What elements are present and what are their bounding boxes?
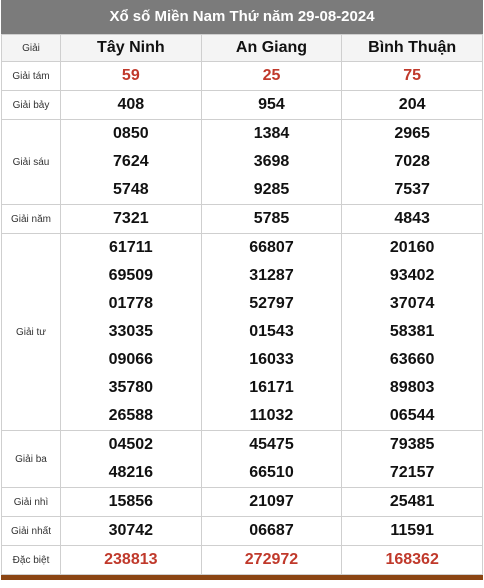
prize-cell xyxy=(342,488,483,517)
prize-number: 75 xyxy=(403,67,422,84)
prize-number: 66807 xyxy=(249,239,294,256)
prize-number: 25481 xyxy=(389,493,435,510)
prize-cell xyxy=(61,62,202,91)
prize-label: Giải sáu xyxy=(2,120,61,205)
prize-number: 7624 xyxy=(113,153,149,170)
prize-number: 0850 xyxy=(113,125,149,142)
prize-cell xyxy=(201,488,342,517)
prize-cell xyxy=(61,234,202,431)
province-2: An Giang xyxy=(201,35,342,62)
prize-label: Giải bảy xyxy=(2,91,61,120)
prize-number: 15856 xyxy=(108,493,154,510)
prize-number: 168362 xyxy=(385,551,439,568)
prize-number: 93402 xyxy=(389,267,435,284)
prize-number: 204 xyxy=(398,96,426,113)
prize-number: 35780 xyxy=(108,379,154,396)
results-panel xyxy=(1,0,483,580)
prize-number: 7028 xyxy=(394,153,430,170)
prize-number: 01778 xyxy=(108,295,154,312)
prize-number: 20160 xyxy=(389,239,435,256)
prize-number: 06544 xyxy=(389,407,435,424)
prize-number: 16033 xyxy=(249,351,294,368)
prize-row xyxy=(2,488,483,517)
prize-number: 52797 xyxy=(249,295,294,312)
prize-cell xyxy=(61,431,202,488)
prize-number: 5785 xyxy=(253,210,290,227)
bottom-bar xyxy=(1,575,483,580)
prize-number: 01543 xyxy=(249,323,294,340)
results-table xyxy=(1,34,483,575)
prize-cell xyxy=(342,546,483,575)
province-3: Bình Thuận xyxy=(342,35,483,62)
prize-cell xyxy=(342,205,483,234)
province-1: Tây Ninh xyxy=(61,35,202,62)
prize-cell xyxy=(342,517,483,546)
header-label: Giải xyxy=(2,35,61,62)
prize-label: Đặc biệt xyxy=(2,546,61,575)
results-body xyxy=(2,35,483,575)
prize-cell xyxy=(201,120,342,205)
prize-number: 408 xyxy=(117,96,145,113)
prize-number: 272972 xyxy=(244,551,299,568)
prize-number: 25 xyxy=(262,67,281,84)
prize-row xyxy=(2,431,483,488)
prize-row xyxy=(2,62,483,91)
prize-cell xyxy=(201,546,342,575)
prize-cell xyxy=(61,517,202,546)
prize-number: 238813 xyxy=(104,551,158,568)
prize-number: 2965 xyxy=(394,125,430,142)
prize-number: 3698 xyxy=(253,153,290,170)
header-row xyxy=(2,35,483,62)
prize-number: 48216 xyxy=(108,464,154,481)
prize-number: 45475 xyxy=(249,436,294,453)
prize-number: 7537 xyxy=(394,181,430,198)
prize-cell xyxy=(342,91,483,120)
prize-number: 37074 xyxy=(389,295,435,312)
prize-cell xyxy=(201,62,342,91)
prize-number: 06687 xyxy=(249,522,294,539)
prize-number: 954 xyxy=(258,96,285,113)
prize-number: 61711 xyxy=(109,239,153,256)
prize-number: 59 xyxy=(121,67,140,84)
prize-number: 63660 xyxy=(389,351,435,368)
prize-cell xyxy=(201,234,342,431)
prize-number: 66510 xyxy=(249,464,294,481)
prize-number: 21097 xyxy=(249,493,294,510)
prize-cell xyxy=(342,62,483,91)
prize-cell xyxy=(201,91,342,120)
prize-cell xyxy=(201,431,342,488)
prize-cell xyxy=(61,488,202,517)
prize-label: Giải ba xyxy=(2,431,61,488)
prize-number: 16171 xyxy=(249,379,294,396)
prize-number: 9285 xyxy=(253,181,290,198)
prize-label: Giải tám xyxy=(2,62,61,91)
prize-row xyxy=(2,120,483,205)
prize-number: 30742 xyxy=(108,522,154,539)
prize-label: Giải tư xyxy=(2,234,61,431)
prize-number: 69509 xyxy=(108,267,154,284)
prize-cell xyxy=(61,205,202,234)
prize-number: 4843 xyxy=(394,210,430,227)
prize-cell xyxy=(201,205,342,234)
prize-cell xyxy=(61,546,202,575)
prize-label: Giải nhất xyxy=(2,517,61,546)
prize-number: 11032 xyxy=(249,407,294,424)
prize-number: 58381 xyxy=(389,323,435,340)
prize-number: 04502 xyxy=(108,436,154,453)
prize-row xyxy=(2,205,483,234)
prize-number: 79385 xyxy=(389,436,435,453)
prize-cell xyxy=(342,431,483,488)
prize-number: 33035 xyxy=(108,323,154,340)
prize-number: 89803 xyxy=(389,379,435,396)
prize-cell xyxy=(61,91,202,120)
prize-label: Giải năm xyxy=(2,205,61,234)
prize-number: 5748 xyxy=(113,181,149,198)
prize-number: 11591 xyxy=(390,522,434,539)
prize-number: 26588 xyxy=(108,407,154,424)
prize-number: 72157 xyxy=(389,464,435,481)
prize-number: 31287 xyxy=(249,267,294,284)
prize-cell xyxy=(342,234,483,431)
prize-row xyxy=(2,91,483,120)
prize-row xyxy=(2,546,483,575)
prize-label: Giải nhì xyxy=(2,488,61,517)
prize-cell xyxy=(201,517,342,546)
prize-row xyxy=(2,234,483,431)
page-title: Xổ số Miền Nam Thứ năm 29-08-2024 xyxy=(1,0,483,34)
prize-cell xyxy=(61,120,202,205)
prize-number: 7321 xyxy=(113,210,149,227)
prize-row xyxy=(2,517,483,546)
prize-number: 09066 xyxy=(108,351,154,368)
prize-cell xyxy=(342,120,483,205)
prize-number: 1384 xyxy=(253,125,290,142)
